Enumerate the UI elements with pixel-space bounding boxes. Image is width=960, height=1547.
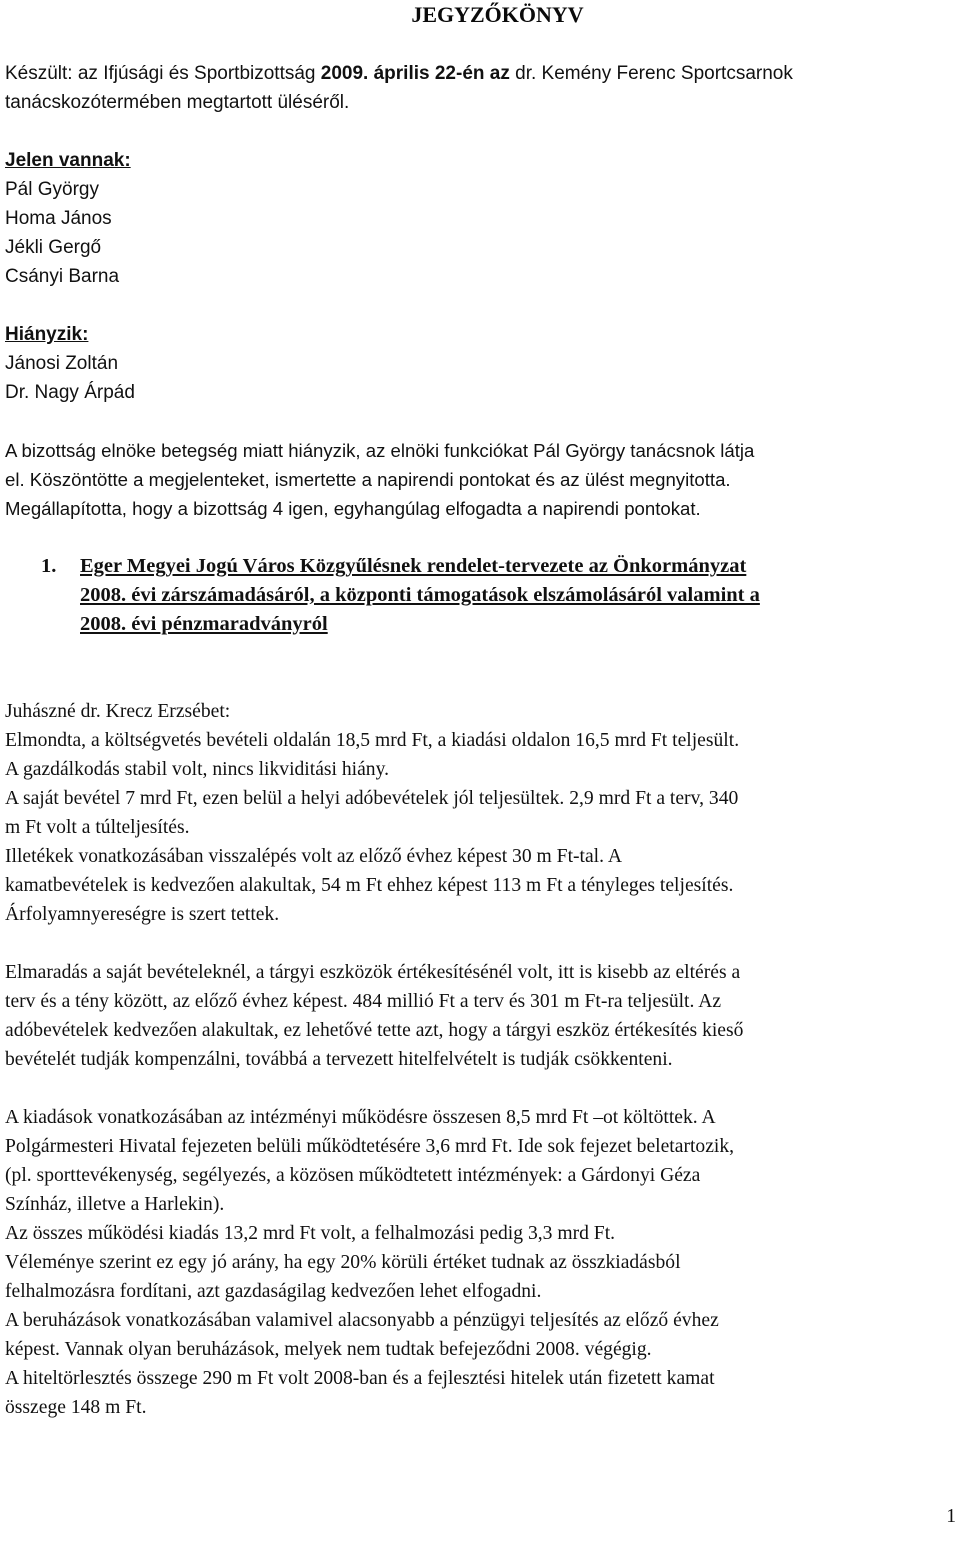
absent-heading: Hiányzik: bbox=[5, 324, 89, 345]
agenda-title-line: Eger Megyei Jogú Város Közgyűlésnek rendelet-tervezete az Önkormányzat bbox=[80, 555, 747, 577]
present-name: Homa János bbox=[5, 208, 112, 229]
spacer bbox=[5, 291, 955, 320]
speaker-name: Juhászné dr. Krecz Erzsébet: bbox=[5, 701, 231, 722]
paragraph-line: m Ft volt a túlteljesítés. bbox=[5, 817, 190, 838]
intro-prefix: Készült: az Ifjúsági és Sportbizottság bbox=[5, 63, 321, 84]
agenda-item-title bbox=[80, 552, 955, 639]
paragraph-line: Árfolyamnyereségre is szert tettek. bbox=[5, 904, 280, 925]
paragraph-line: adóbevételek kedvezően alakultak, ez lehetővé tette azt, hogy a tárgyi eszköz értékesítés kieső bbox=[5, 1020, 744, 1041]
present-heading: Jelen vannak: bbox=[5, 150, 131, 171]
agenda-title-line: 2008. évi zárszámadásáról, a központi támogatások elszámolásáról valamint a bbox=[80, 584, 760, 606]
paragraph-line: kamatbevételek is kedvezően alakultak, 54 m Ft ehhez képest 113 m Ft a tényleges teljesítés. bbox=[5, 875, 734, 896]
document-content bbox=[5, 0, 955, 1422]
paragraph-line: Elmondta, a költségvetés bevételi oldalán 18,5 mrd Ft, a kiadási oldalon 16,5 mrd Ft teljesült. bbox=[5, 730, 740, 751]
present-name: Jékli Gergő bbox=[5, 237, 102, 258]
opening-line: el. Köszöntötte a megjelenteket, ismertette a napirendi pontokat és az ülést megnyitotta. bbox=[5, 469, 731, 490]
spacer bbox=[5, 523, 955, 552]
paragraph-line: felhalmozásra fordítani, azt gazdaságilag kedvezően lehet elfogadni. bbox=[5, 1281, 542, 1302]
agenda-item bbox=[5, 552, 955, 639]
present-name: Pál György bbox=[5, 179, 99, 200]
opening-line: Megállapította, hogy a bizottság 4 igen, egyhangúlag elfogadta a napirendi pontokat. bbox=[5, 498, 701, 519]
opening-line: A bizottság elnöke betegség miatt hiányzik, az elnöki funkciókat Pál György tanácsnok látja bbox=[5, 440, 755, 461]
spacer bbox=[5, 30, 955, 59]
present-name: Csányi Barna bbox=[5, 266, 120, 287]
paragraph-line: Polgármesteri Hivatal fejezeten belüli működtetésére 3,6 mrd Ft. Ide sok fejezet beletartozik, bbox=[5, 1136, 735, 1157]
paragraph-2 bbox=[5, 958, 955, 1074]
opening-paragraph bbox=[5, 436, 955, 523]
paragraph-line: A kiadások vonatkozásában az intézményi működésre összesen 8,5 mrd Ft –ot költöttek. A bbox=[5, 1107, 716, 1128]
spacer bbox=[5, 407, 955, 436]
spacer bbox=[5, 639, 955, 697]
paragraph-3 bbox=[5, 1103, 955, 1422]
paragraph-line: Az összes működési kiadás 13,2 mrd Ft volt, a felhalmozási pedig 3,3 mrd Ft. bbox=[5, 1223, 616, 1244]
intro-suffix: dr. Kemény Ferenc Sportcsarnok bbox=[509, 63, 793, 84]
speaker-section bbox=[5, 697, 955, 929]
intro-line-1 bbox=[5, 59, 955, 88]
absent-name: Dr. Nagy Árpád bbox=[5, 382, 135, 403]
present-section bbox=[5, 146, 955, 291]
agenda-title-line: 2008. évi pénzmaradványról bbox=[80, 613, 328, 635]
paragraph-line: bevételét tudják kompenzálni, továbbá a tervezett hitelfelvételt is tudják csökkenteni. bbox=[5, 1049, 673, 1070]
document-title: JEGYZŐKÖNYV bbox=[411, 2, 584, 27]
paragraph-line: képest. Vannak olyan beruházások, melyek nem tudtak befejeződni 2008. végégig. bbox=[5, 1339, 652, 1360]
paragraph-line: összege 148 m Ft. bbox=[5, 1397, 147, 1418]
paragraph-line: terv és a tény között, az előző évhez képest. 484 millió Ft a terv és 301 m Ft-ra teljesült. Az bbox=[5, 991, 722, 1012]
paragraph-line: Véleménye szerint ez egy jó arány, ha egy 20% körüli értéket tudnak az összkiadásból bbox=[5, 1252, 681, 1273]
spacer bbox=[5, 117, 955, 146]
absent-name: Jánosi Zoltán bbox=[5, 353, 119, 374]
intro-line-2: tanácskozótermében megtartott üléséről. bbox=[5, 92, 350, 113]
paragraph-line: Illetékek vonatkozásában visszalépés volt az előző évhez képest 30 m Ft-tal. A bbox=[5, 846, 622, 867]
spacer bbox=[5, 929, 955, 958]
intro-paragraph bbox=[5, 59, 955, 117]
paragraph-line: A beruházások vonatkozásában valamivel alacsonyabb a pénzügyi teljesítés az előző évhez bbox=[5, 1310, 719, 1331]
absent-section bbox=[5, 320, 955, 407]
agenda-item-number: 1. bbox=[41, 555, 57, 577]
paragraph-line: Színház, illetve a Harlekin). bbox=[5, 1194, 225, 1215]
page-number: 1 bbox=[946, 1506, 956, 1527]
intro-date: 2009. április 22-én az bbox=[320, 63, 510, 84]
paragraph-line: A hiteltörlesztés összege 290 m Ft volt 2008-ban és a fejlesztési hitelek után fizetett kamat bbox=[5, 1368, 715, 1389]
paragraph-line: Elmaradás a saját bevételeknél, a tárgyi eszközök értékesítésénél volt, itt is kisebb az eltérés a bbox=[5, 962, 741, 983]
paragraph-line: (pl. sporttevékenység, segélyezés, a közösen működtetett intézmények: a Gárdonyi Géza bbox=[5, 1165, 701, 1186]
spacer bbox=[5, 1074, 955, 1103]
paragraph-line: A gazdálkodás stabil volt, nincs likviditási hiány. bbox=[5, 759, 390, 780]
paragraph-line: A saját bevétel 7 mrd Ft, ezen belül a helyi adóbevételek jól teljesültek. 2,9 mrd Ft a terv, 340 bbox=[5, 788, 739, 809]
